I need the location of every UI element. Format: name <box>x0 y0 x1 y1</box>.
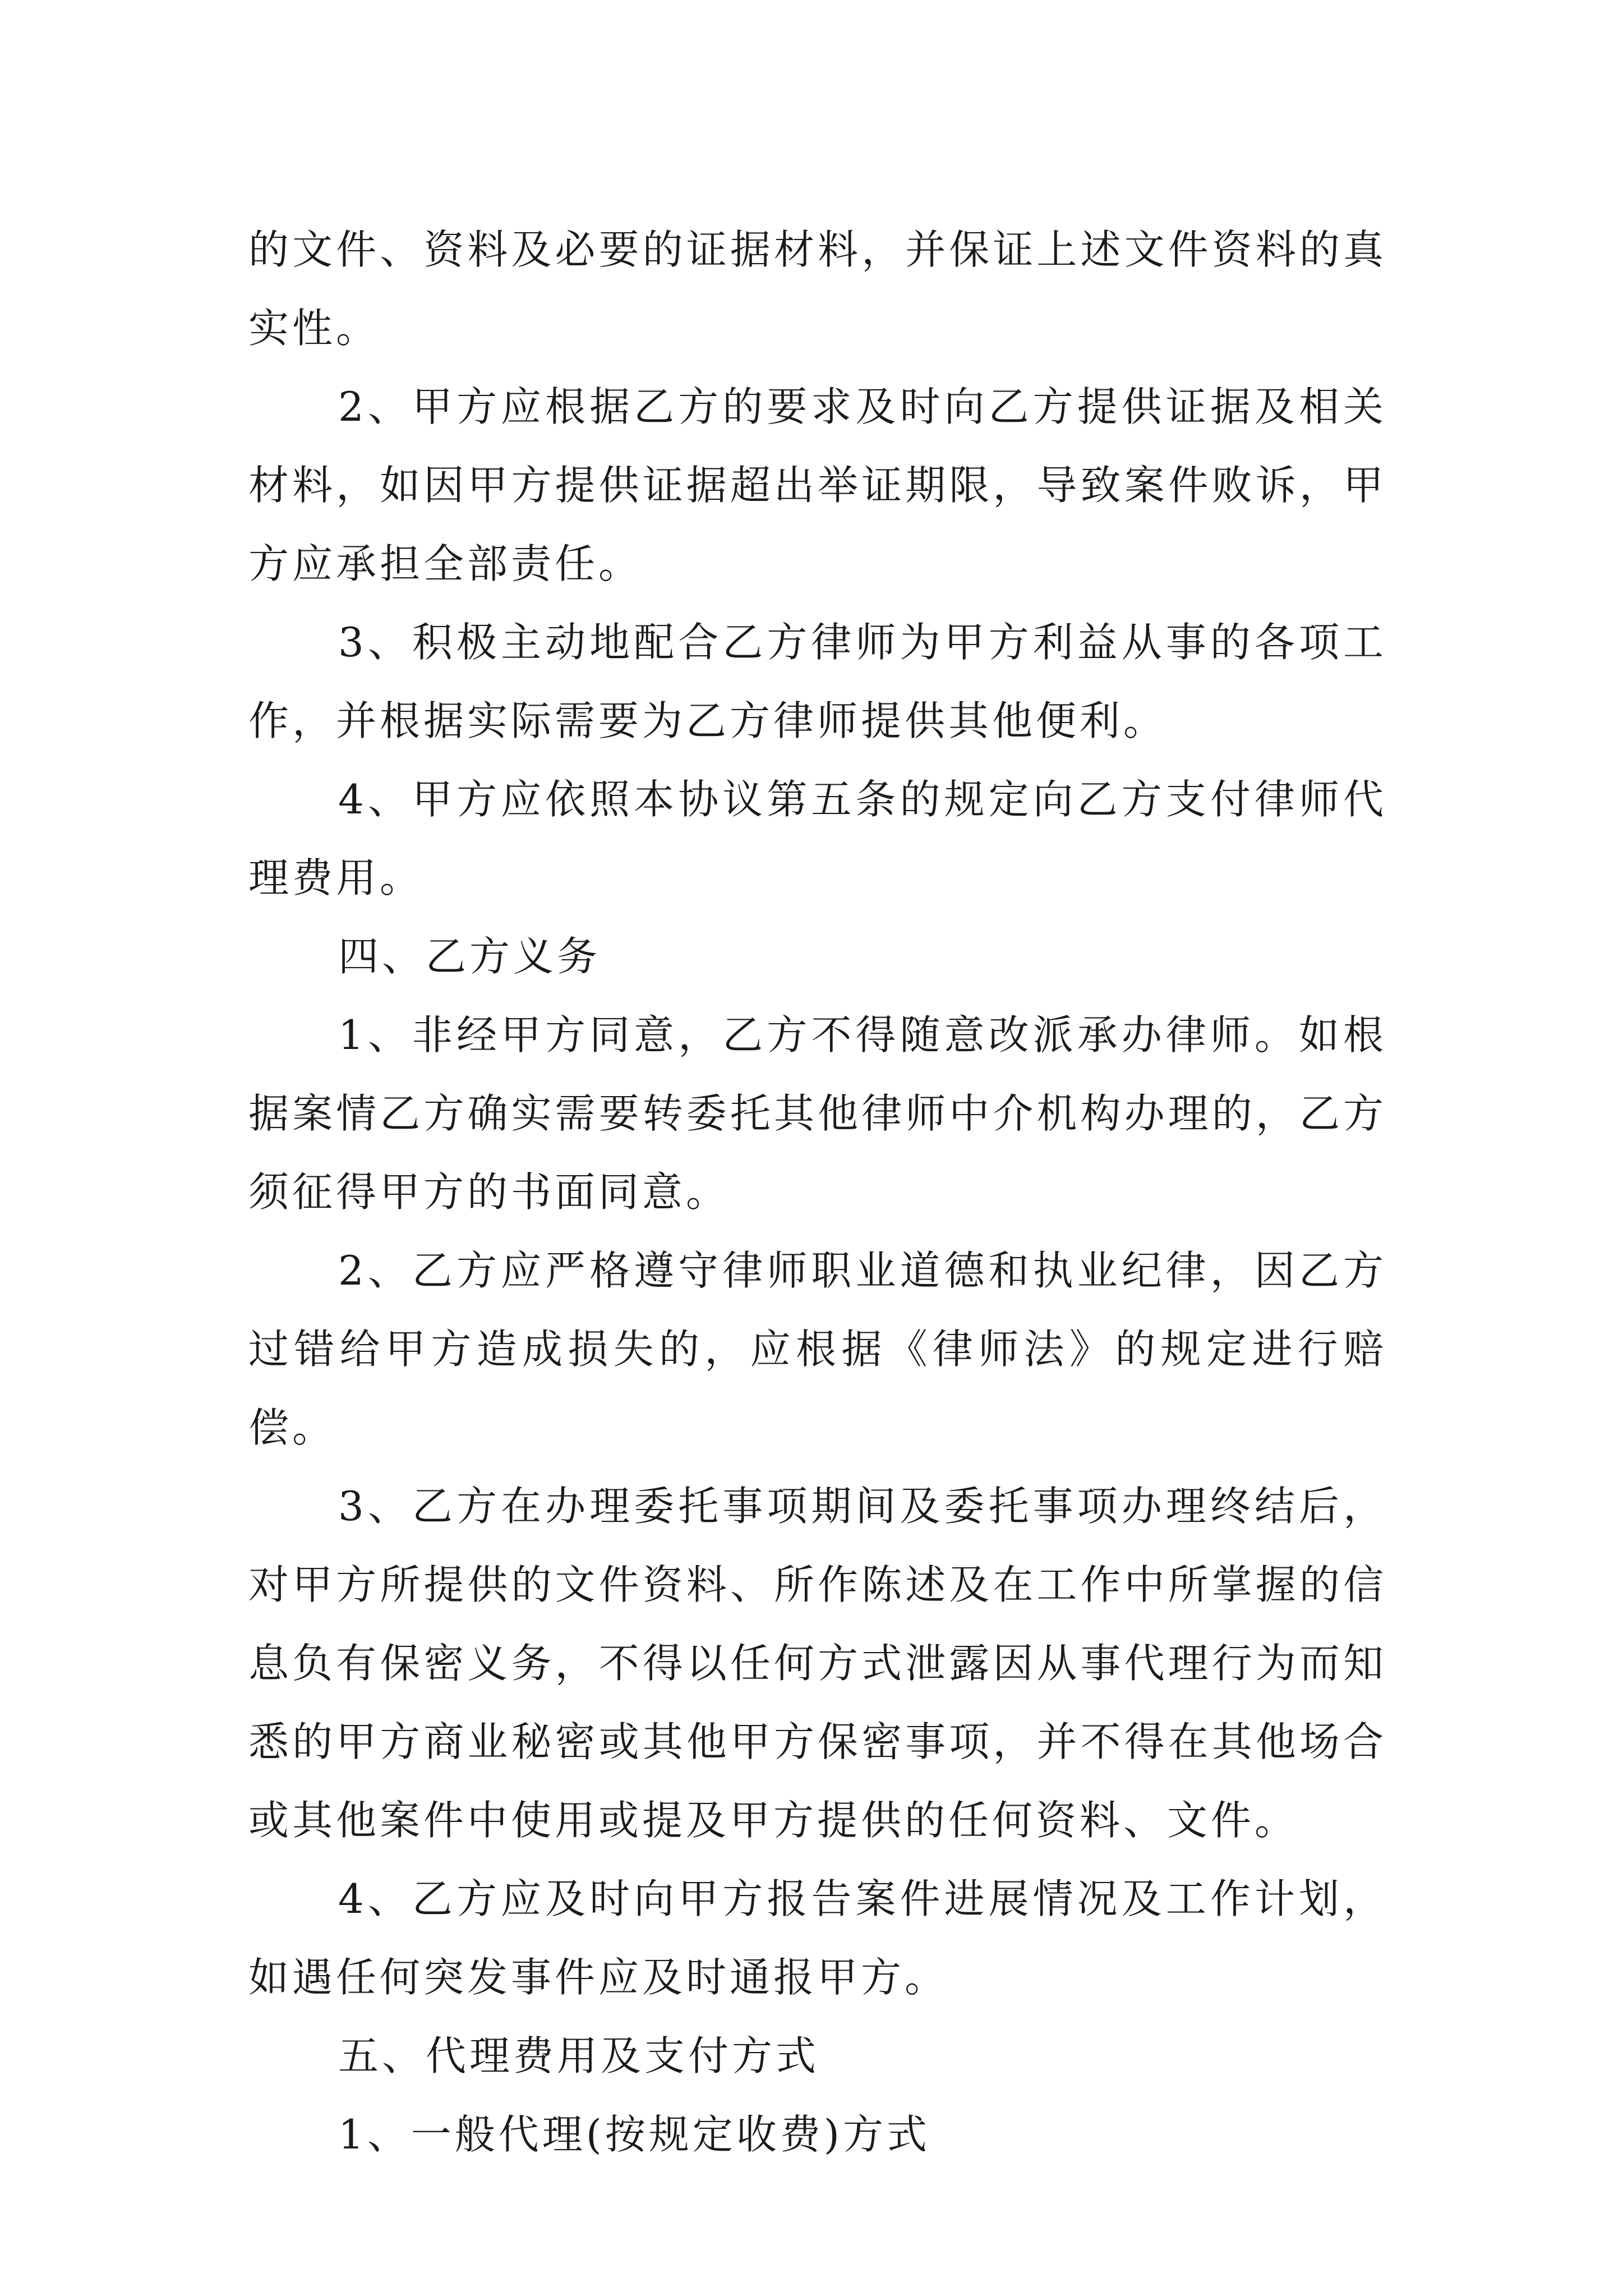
paragraph-party-b-duty-3: 3、乙方在办理委托事项期间及委托事项办理终结后，对甲方所提供的文件资料、所作陈述及在工作中所掌握的信息负有保密义务，不得以任何方式泄露因从事代理行为而知悉的甲方商业秘密或其他甲方保密事项，并不得在其他场合或其他案件中使用或提及甲方提供的任何资料、文件。 <box>248 1483 1387 1844</box>
paragraph-party-b-duty-1: 1、非经甲方同意，乙方不得随意改派承办律师。如根据案情乙方确实需要转委托其他律师中介机构办理的，乙方须征得甲方的书面同意。 <box>248 1011 1387 1216</box>
section-heading-fees-payment: 五、代理费用及支付方式 <box>338 2032 820 2079</box>
paragraph-party-b-duty-4: 4、乙方应及时向甲方报告案件进展情况及工作计划，如遇任何突发事件应及时通报甲方。 <box>248 1875 1387 2001</box>
paragraph-continuation: 的文件、资料及必要的证据材料，并保证上述文件资料的真实性。 <box>248 226 1387 352</box>
section-heading-party-b-duties: 四、乙方义务 <box>338 933 601 980</box>
paragraph-party-a-duty-4: 4、甲方应依照本协议第五条的规定向乙方支付律师代理费用。 <box>248 776 1387 901</box>
paragraph-fees-item-1: 1、一般代理(按规定收费)方式 <box>338 2111 930 2158</box>
paragraph-party-a-duty-3: 3、积极主动地配合乙方律师为甲方利益从事的各项工作，并根据实际需要为乙方律师提供其他便利。 <box>248 619 1387 744</box>
document-body <box>248 210 1387 2174</box>
paragraph-party-a-duty-2: 2、甲方应根据乙方的要求及时向乙方提供证据及相关材料，如因甲方提供证据超出举证期限，导致案件败诉，甲方应承担全部责任。 <box>248 383 1387 587</box>
paragraph-party-b-duty-2: 2、乙方应严格遵守律师职业道德和执业纪律，因乙方过错给甲方造成损失的，应根据《律师法》的规定进行赔偿。 <box>248 1247 1387 1451</box>
